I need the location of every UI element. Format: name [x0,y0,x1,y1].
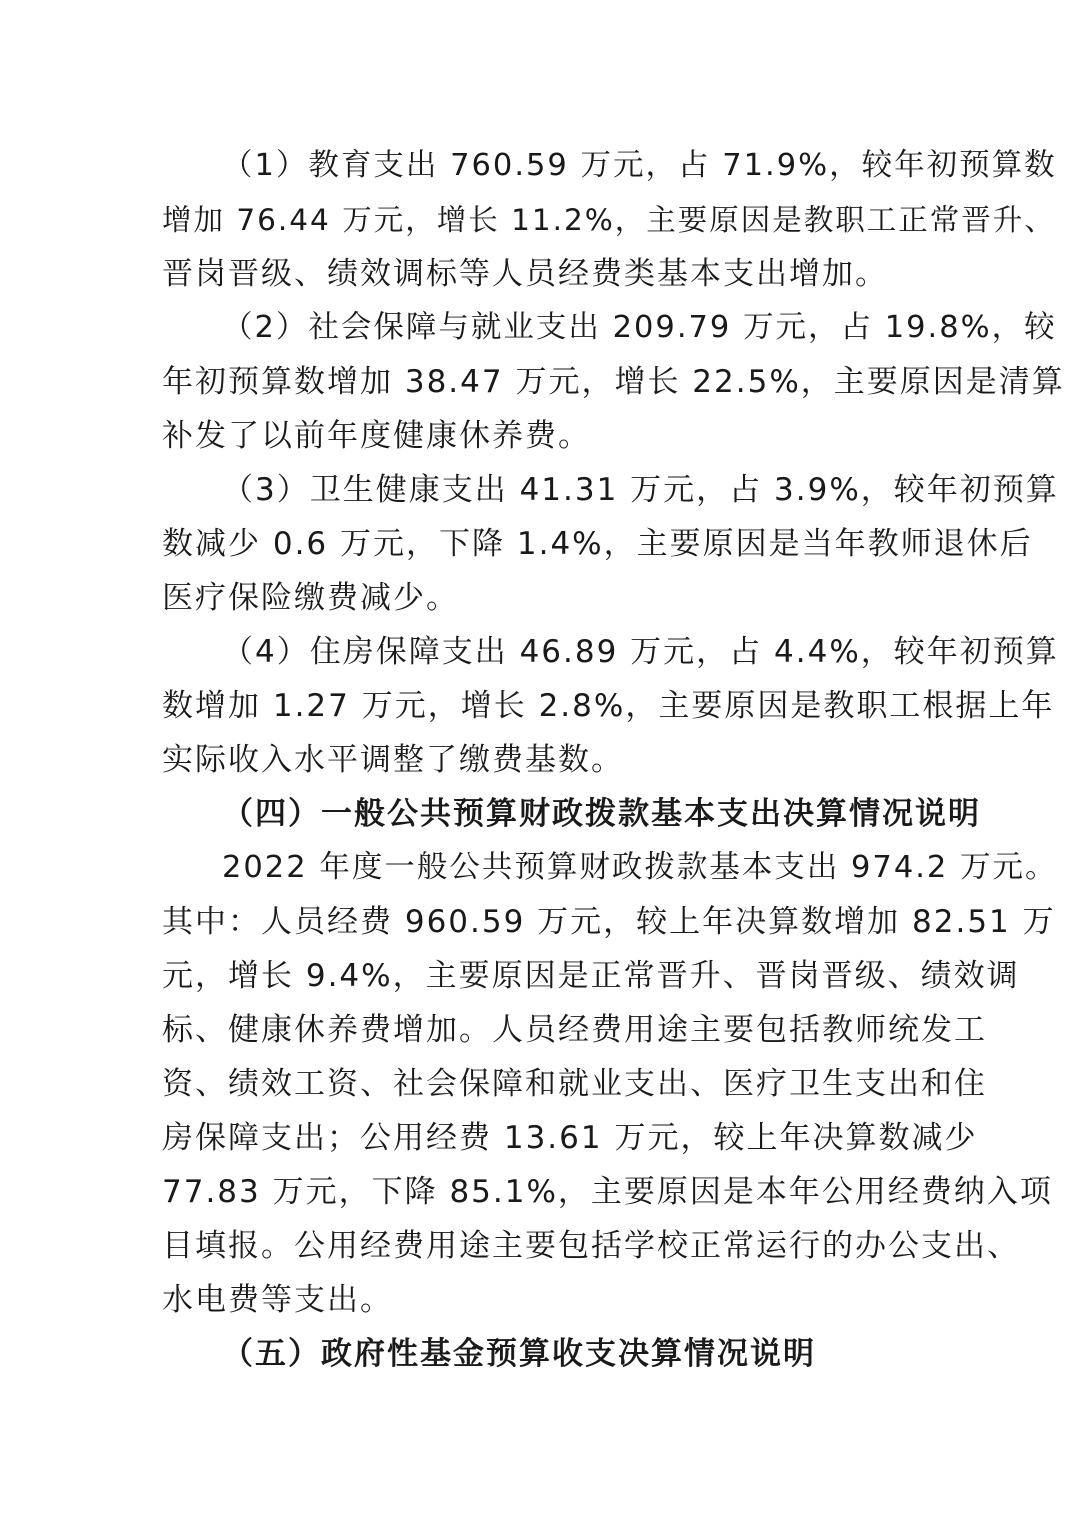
para-education-line-2: 增加 76.44 万元，增长 11.2%，主要原因是教职工正常晋升、 [162,203,1056,237]
section-heading-basic-expenditure: （四）一般公共预算财政拨款基本支出决算情况说明 [222,796,981,832]
para-basic-expenditure-line-4: 标、健康休养费增加。人员经费用途主要包括教师统发工 [162,1012,987,1048]
para-basic-expenditure-line-2: 其中：人员经费 960.59 万元，较上年决算数增加 82.51 万 [162,904,1056,940]
para-social-security-line-3: 补发了以前年度健康休养费。 [162,418,591,454]
para-basic-expenditure-line-8: 目填报。公用经费用途主要包括学校正常运行的办公支出、 [162,1228,1020,1264]
para-housing-line-3: 实际收入水平调整了缴费基数。 [162,742,624,778]
para-basic-expenditure-line-9: 水电费等支出。 [162,1282,393,1318]
para-health-line-1: （3）卫生健康支出 41.31 万元，占 3.9%，较年初预算 [222,472,1059,508]
para-health-line-2: 数减少 0.6 万元，下降 1.4%，主要原因是当年教师退休后 [162,526,1033,562]
para-basic-expenditure-line-1: 2022 年度一般公共预算财政拨款基本支出 974.2 万元。 [222,850,1058,885]
para-basic-expenditure-line-3: 元，增长 9.4%，主要原因是正常晋升、晋岗晋级、绩效调 [162,958,1020,994]
para-housing-line-2: 数增加 1.27 万元，增长 2.8%，主要原因是教职工根据上年 [162,688,1055,724]
para-basic-expenditure-line-7: 77.83 万元，下降 85.1%，主要原因是本年公用经费纳入项 [162,1174,1053,1210]
para-education-line-3: 晋岗晋级、绩效调标等人员经费类基本支出增加。 [162,256,888,292]
para-social-security-line-2: 年初预算数增加 38.47 万元，增长 22.5%，主要原因是清算 [162,364,1065,400]
para-housing-line-1: （4）住房保障支出 46.89 万元，占 4.4%，较年初预算 [222,634,1059,670]
para-social-security-line-1: （2）社会保障与就业支出 209.79 万元，占 19.8%，较 [222,310,1057,345]
para-basic-expenditure-line-6: 房保障支出；公用经费 13.61 万元，较上年决算数减少 [162,1120,978,1156]
para-education-line-1: （1）教育支出 760.59 万元，占 71.9%，较年初预算数 [222,148,1057,183]
para-health-line-3: 医疗保险缴费减少。 [162,580,459,616]
para-basic-expenditure-line-5: 资、绩效工资、社会保障和就业支出、医疗卫生支出和住 [162,1066,987,1102]
section-heading-government-fund: （五）政府性基金预算收支决算情况说明 [222,1336,816,1372]
